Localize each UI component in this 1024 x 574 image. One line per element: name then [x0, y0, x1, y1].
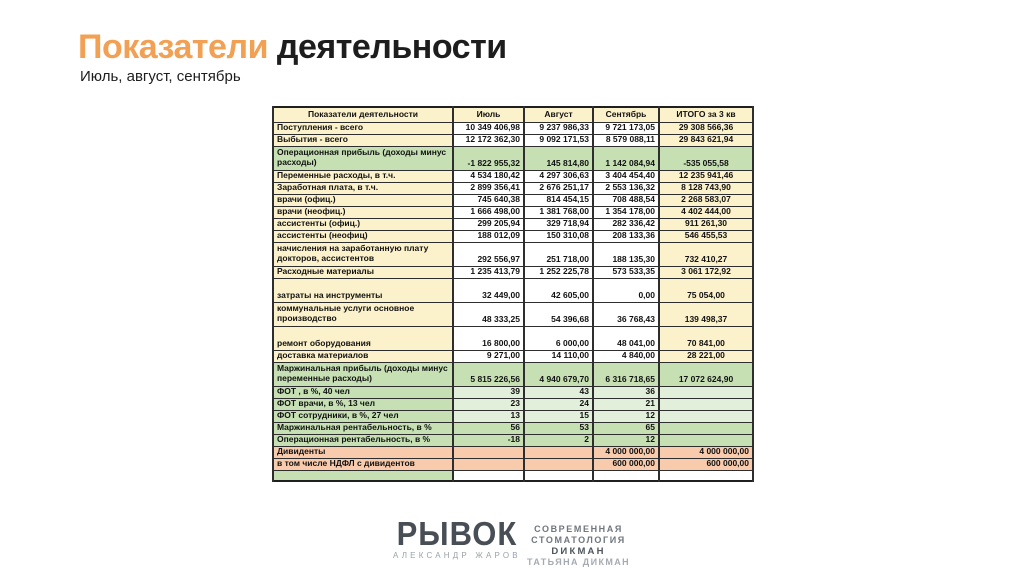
value-cell-jul: 16 800,00	[453, 326, 524, 350]
logo-ryvok-sub: АЛЕКСАНДР ЖАРОВ	[393, 551, 521, 560]
table-row	[273, 194, 753, 206]
header-cell-1: Июль	[453, 107, 524, 122]
page-title-rest: деятельности	[267, 28, 507, 66]
value-cell-jul: 5 815 226,56	[453, 362, 524, 386]
indicators-table-wrap	[272, 106, 754, 482]
value-cell-sep: 6 316 718,65	[593, 362, 659, 386]
logo-ryvok-name: РЫВОК	[396, 514, 518, 553]
logo-ryvok	[393, 514, 521, 560]
value-cell-sep: 12	[593, 434, 659, 446]
table-row	[273, 470, 753, 481]
value-cell-aug: 150 310,08	[524, 230, 593, 242]
value-cell-sep: 1 142 084,94	[593, 146, 659, 170]
value-cell-total: 4 402 444,00	[659, 206, 753, 218]
table-row	[273, 458, 753, 470]
logo-dikman	[527, 524, 630, 568]
logo-dikman-line3: DИКМАН	[551, 546, 606, 557]
value-cell-total: -535 055,58	[659, 146, 753, 170]
indicators-table-body	[273, 122, 753, 481]
row-label-cell: ФОТ сотрудники, в %, 27 чел	[273, 410, 453, 422]
table-row	[273, 422, 753, 434]
row-label-cell: врачи (офиц.)	[273, 194, 453, 206]
row-label-cell: Операционная прибыль (доходы минус расходы)	[273, 146, 453, 170]
value-cell-sep: 48 041,00	[593, 326, 659, 350]
row-label-cell: затраты на инструменты	[273, 278, 453, 302]
value-cell-sep: 1 354 178,00	[593, 206, 659, 218]
value-cell-sep	[593, 470, 659, 481]
value-cell-sep: 600 000,00	[593, 458, 659, 470]
row-label-cell: Поступления - всего	[273, 122, 453, 134]
value-cell-jul: 32 449,00	[453, 278, 524, 302]
value-cell-total: 3 061 172,92	[659, 266, 753, 278]
value-cell-jul: 299 205,94	[453, 218, 524, 230]
value-cell-jul: 56	[453, 422, 524, 434]
value-cell-aug: 15	[524, 410, 593, 422]
value-cell-aug: 6 000,00	[524, 326, 593, 350]
value-cell-aug: 329 718,94	[524, 218, 593, 230]
value-cell-total: 8 128 743,90	[659, 182, 753, 194]
header-cell-0: Показатели деятельности	[273, 107, 453, 122]
value-cell-jul	[453, 458, 524, 470]
value-cell-total: 17 072 624,90	[659, 362, 753, 386]
row-label-cell: Выбытия - всего	[273, 134, 453, 146]
value-cell-jul: 292 556,97	[453, 242, 524, 266]
table-row	[273, 326, 753, 350]
value-cell-sep: 708 488,54	[593, 194, 659, 206]
value-cell-sep: 573 533,35	[593, 266, 659, 278]
table-row	[273, 302, 753, 326]
value-cell-total	[659, 470, 753, 481]
value-cell-aug: 4 297 306,63	[524, 170, 593, 182]
value-cell-jul: -18	[453, 434, 524, 446]
row-label-cell: начисления на заработанную плату докторов, ассистентов	[273, 242, 453, 266]
table-row	[273, 410, 753, 422]
logo-dikman-line1: СОВРЕМЕННАЯ	[534, 524, 623, 534]
value-cell-total: 139 498,37	[659, 302, 753, 326]
page-title-accent: Показатели	[78, 28, 268, 66]
table-row	[273, 146, 753, 170]
value-cell-jul: 1 666 498,00	[453, 206, 524, 218]
row-label-cell: Расходные материалы	[273, 266, 453, 278]
page-title	[78, 28, 507, 67]
value-cell-sep: 188 135,30	[593, 242, 659, 266]
value-cell-jul: 1 235 413,79	[453, 266, 524, 278]
value-cell-sep: 0,00	[593, 278, 659, 302]
row-label-cell: ФОТ , в %, 40 чел	[273, 386, 453, 398]
value-cell-total: 546 455,53	[659, 230, 753, 242]
header-cell-4: ИТОГО за 3 кв	[659, 107, 753, 122]
table-row	[273, 182, 753, 194]
value-cell-sep: 65	[593, 422, 659, 434]
value-cell-jul: 188 012,09	[453, 230, 524, 242]
value-cell-sep: 36 768,43	[593, 302, 659, 326]
value-cell-sep: 3 404 454,40	[593, 170, 659, 182]
row-label-cell: Маржинальная прибыль (доходы минус переменные расходы)	[273, 362, 453, 386]
value-cell-total: 28 221,00	[659, 350, 753, 362]
value-cell-jul: 2 899 356,41	[453, 182, 524, 194]
row-label-cell: доставка материалов	[273, 350, 453, 362]
table-row	[273, 434, 753, 446]
row-label-cell: Маржинальная рентабельность, в %	[273, 422, 453, 434]
value-cell-aug: 145 814,80	[524, 146, 593, 170]
value-cell-aug	[524, 458, 593, 470]
row-label-cell: ассистенты (офиц.)	[273, 218, 453, 230]
value-cell-aug: 251 718,00	[524, 242, 593, 266]
value-cell-jul: 23	[453, 398, 524, 410]
value-cell-sep: 8 579 088,11	[593, 134, 659, 146]
indicators-table	[272, 106, 754, 482]
value-cell-sep: 36	[593, 386, 659, 398]
value-cell-aug: 43	[524, 386, 593, 398]
value-cell-jul: 39	[453, 386, 524, 398]
value-cell-aug: 24	[524, 398, 593, 410]
value-cell-total: 70 841,00	[659, 326, 753, 350]
value-cell-aug: 2	[524, 434, 593, 446]
value-cell-aug: 4 940 679,70	[524, 362, 593, 386]
row-label-cell: в том числе НДФЛ с дивидентов	[273, 458, 453, 470]
row-label-cell: Дивиденты	[273, 446, 453, 458]
value-cell-jul: 10 349 406,98	[453, 122, 524, 134]
logo-dikman-line2: СТОМАТОЛОГИЯ	[531, 535, 626, 545]
value-cell-total: 600 000,00	[659, 458, 753, 470]
row-label-cell: ФОТ врачи, в %, 13 чел	[273, 398, 453, 410]
value-cell-jul: 4 534 180,42	[453, 170, 524, 182]
row-label-cell: ремонт оборудования	[273, 326, 453, 350]
value-cell-aug: 53	[524, 422, 593, 434]
table-row	[273, 350, 753, 362]
value-cell-total: 12 235 941,46	[659, 170, 753, 182]
value-cell-total	[659, 398, 753, 410]
value-cell-aug: 42 605,00	[524, 278, 593, 302]
table-row	[273, 242, 753, 266]
value-cell-aug: 1 252 225,78	[524, 266, 593, 278]
value-cell-aug: 54 396,68	[524, 302, 593, 326]
value-cell-sep: 9 721 173,05	[593, 122, 659, 134]
value-cell-total	[659, 410, 753, 422]
value-cell-jul	[453, 446, 524, 458]
value-cell-jul: 745 640,38	[453, 194, 524, 206]
value-cell-total	[659, 386, 753, 398]
value-cell-sep: 21	[593, 398, 659, 410]
table-row	[273, 386, 753, 398]
value-cell-sep: 2 553 136,32	[593, 182, 659, 194]
table-row	[273, 230, 753, 242]
value-cell-total	[659, 434, 753, 446]
header-cell-3: Сентябрь	[593, 107, 659, 122]
value-cell-aug	[524, 470, 593, 481]
table-row	[273, 122, 753, 134]
row-label-cell: коммунальные услуги основное производство	[273, 302, 453, 326]
value-cell-total: 29 843 621,94	[659, 134, 753, 146]
row-label-cell: ассистенты (неофиц)	[273, 230, 453, 242]
row-label-cell: врачи (неофиц.)	[273, 206, 453, 218]
table-row	[273, 398, 753, 410]
value-cell-aug: 1 381 768,00	[524, 206, 593, 218]
value-cell-jul: 13	[453, 410, 524, 422]
value-cell-jul	[453, 470, 524, 481]
table-row	[273, 218, 753, 230]
value-cell-sep: 282 336,42	[593, 218, 659, 230]
value-cell-aug: 14 110,00	[524, 350, 593, 362]
table-row	[273, 446, 753, 458]
row-label-cell: Переменные расходы, в т.ч.	[273, 170, 453, 182]
value-cell-total: 29 308 566,36	[659, 122, 753, 134]
row-label-cell	[273, 470, 453, 481]
value-cell-aug	[524, 446, 593, 458]
value-cell-sep: 4 840,00	[593, 350, 659, 362]
value-cell-total: 4 000 000,00	[659, 446, 753, 458]
logo-dikman-line4: ТАТЬЯНА ДИКМАН	[527, 557, 631, 567]
page-subtitle: Июль, август, сентябрь	[80, 68, 241, 85]
table-row	[273, 278, 753, 302]
value-cell-aug: 814 454,15	[524, 194, 593, 206]
value-cell-jul: 48 333,25	[453, 302, 524, 326]
value-cell-total: 911 261,30	[659, 218, 753, 230]
row-label-cell: Заработная плата, в т.ч.	[273, 182, 453, 194]
value-cell-aug: 2 676 251,17	[524, 182, 593, 194]
table-row	[273, 266, 753, 278]
value-cell-sep: 4 000 000,00	[593, 446, 659, 458]
value-cell-aug: 9 092 171,53	[524, 134, 593, 146]
row-label-cell: Операционная рентабельность, в %	[273, 434, 453, 446]
table-row	[273, 134, 753, 146]
value-cell-jul: -1 822 955,32	[453, 146, 524, 170]
table-row	[273, 206, 753, 218]
value-cell-total: 732 410,27	[659, 242, 753, 266]
value-cell-sep: 12	[593, 410, 659, 422]
table-header-row	[273, 107, 753, 122]
table-row	[273, 170, 753, 182]
value-cell-jul: 9 271,00	[453, 350, 524, 362]
header-cell-2: Август	[524, 107, 593, 122]
value-cell-total	[659, 422, 753, 434]
value-cell-total: 75 054,00	[659, 278, 753, 302]
value-cell-aug: 9 237 986,33	[524, 122, 593, 134]
value-cell-total: 2 268 583,07	[659, 194, 753, 206]
value-cell-jul: 12 172 362,30	[453, 134, 524, 146]
table-row	[273, 362, 753, 386]
value-cell-sep: 208 133,36	[593, 230, 659, 242]
